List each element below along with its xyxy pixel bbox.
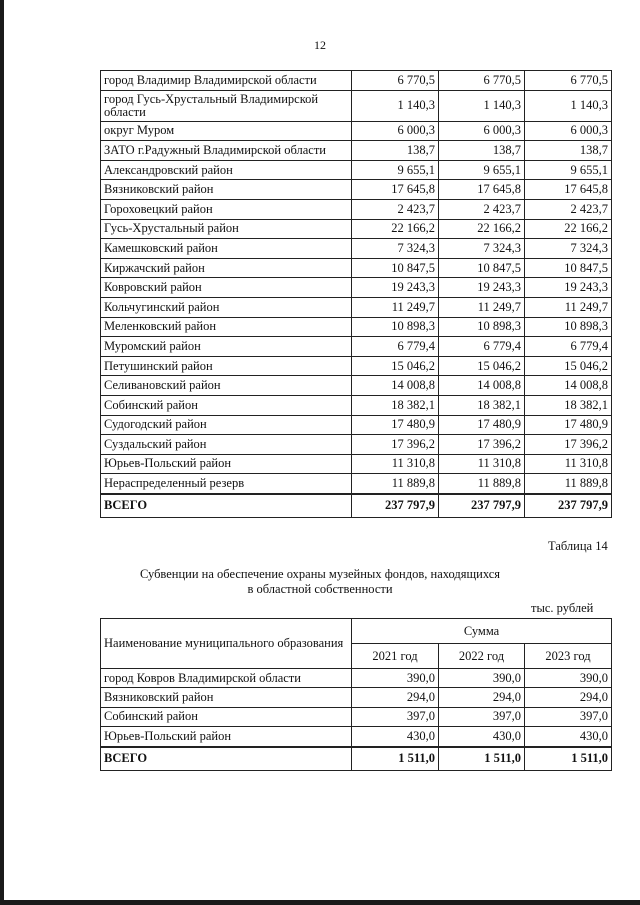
value-2021-cell: 9 655,1 [352, 160, 439, 180]
value-2021-cell: 7 324,3 [352, 239, 439, 259]
table-row [101, 239, 612, 259]
value-2021-cell: 10 898,3 [352, 317, 439, 337]
value-2023-cell: 17 480,9 [525, 415, 612, 435]
value-2021-cell: 294,0 [352, 688, 439, 707]
table-row [101, 337, 612, 357]
value-2023-cell: 6 779,4 [525, 337, 612, 357]
table-label: Таблица 14 [548, 539, 608, 553]
municipality-cell: город Ковров Владимирской области [101, 669, 352, 688]
header-year-2022: 2022 год [439, 644, 525, 669]
value-2021-cell: 17 645,8 [352, 180, 439, 200]
value-2023-cell: 138,7 [525, 141, 612, 161]
value-2022-cell: 6 779,4 [439, 337, 525, 357]
value-2022-cell: 2 423,7 [439, 199, 525, 219]
value-2023-cell: 237 797,9 [525, 494, 612, 518]
value-2023-cell: 294,0 [525, 688, 612, 707]
table-row [101, 141, 612, 161]
municipality-cell: Собинский район [101, 395, 352, 415]
value-2023-cell: 7 324,3 [525, 239, 612, 259]
value-2021-cell: 237 797,9 [352, 494, 439, 518]
municipality-cell: Юрьев-Польский район [101, 454, 352, 474]
value-2021-cell: 1 511,0 [352, 747, 439, 771]
value-2022-cell: 14 008,8 [439, 376, 525, 396]
value-2023-cell: 11 889,8 [525, 474, 612, 494]
value-2022-cell: 6 000,3 [439, 121, 525, 141]
table2-body [101, 669, 612, 771]
value-2022-cell: 15 046,2 [439, 356, 525, 376]
table-row [101, 415, 612, 435]
table-row [101, 376, 612, 396]
table-row [101, 160, 612, 180]
table-row [101, 454, 612, 474]
value-2021-cell: 18 382,1 [352, 395, 439, 415]
value-2021-cell: 14 008,8 [352, 376, 439, 396]
municipality-cell: Петушинский район [101, 356, 352, 376]
table-row [101, 180, 612, 200]
value-2021-cell: 17 396,2 [352, 435, 439, 455]
table-row [101, 727, 612, 747]
table-row [101, 707, 612, 726]
header-municipality: Наименование муниципального образования [101, 619, 352, 669]
table-row [101, 435, 612, 455]
municipality-cell: Судогодский район [101, 415, 352, 435]
value-2021-cell: 1 140,3 [352, 90, 439, 121]
header-sum: Сумма [352, 619, 612, 644]
table-row [101, 688, 612, 707]
scan-edge-bottom [0, 900, 640, 905]
value-2022-cell: 390,0 [439, 669, 525, 688]
value-2022-cell: 11 310,8 [439, 454, 525, 474]
municipality-cell: Киржачский район [101, 258, 352, 278]
value-2023-cell: 19 243,3 [525, 278, 612, 298]
municipality-cell: округ Муром [101, 121, 352, 141]
table-row [101, 90, 612, 121]
value-2021-cell: 2 423,7 [352, 199, 439, 219]
value-2022-cell: 430,0 [439, 727, 525, 747]
value-2021-cell: 11 889,8 [352, 474, 439, 494]
value-2021-cell: 11 249,7 [352, 297, 439, 317]
value-2023-cell: 390,0 [525, 669, 612, 688]
value-2023-cell: 397,0 [525, 707, 612, 726]
municipality-cell: ЗАТО г.Радужный Владимирской области [101, 141, 352, 161]
value-2022-cell: 7 324,3 [439, 239, 525, 259]
table1-body [101, 71, 612, 518]
value-2022-cell: 11 249,7 [439, 297, 525, 317]
table-row [101, 121, 612, 141]
municipality-cell: ВСЕГО [101, 494, 352, 518]
municipality-cell: Гусь-Хрустальный район [101, 219, 352, 239]
municipality-cell: Ковровский район [101, 278, 352, 298]
value-2021-cell: 397,0 [352, 707, 439, 726]
value-2021-cell: 22 166,2 [352, 219, 439, 239]
value-2023-cell: 10 847,5 [525, 258, 612, 278]
value-2022-cell: 22 166,2 [439, 219, 525, 239]
value-2023-cell: 15 046,2 [525, 356, 612, 376]
value-2021-cell: 430,0 [352, 727, 439, 747]
value-2021-cell: 138,7 [352, 141, 439, 161]
value-2022-cell: 11 889,8 [439, 474, 525, 494]
table-row [101, 669, 612, 688]
table-row [101, 474, 612, 494]
municipality-cell: Юрьев-Польский район [101, 727, 352, 747]
value-2023-cell: 2 423,7 [525, 199, 612, 219]
value-2023-cell: 17 396,2 [525, 435, 612, 455]
value-2022-cell: 17 396,2 [439, 435, 525, 455]
value-2023-cell: 11 249,7 [525, 297, 612, 317]
value-2023-cell: 18 382,1 [525, 395, 612, 415]
table-row [101, 297, 612, 317]
municipality-cell: Александровский район [101, 160, 352, 180]
value-2022-cell: 10 898,3 [439, 317, 525, 337]
value-2021-cell: 19 243,3 [352, 278, 439, 298]
header-year-2021: 2021 год [352, 644, 439, 669]
value-2021-cell: 17 480,9 [352, 415, 439, 435]
value-2021-cell: 6 770,5 [352, 71, 439, 91]
table-museum-funds [100, 618, 612, 771]
municipality-cell: Камешковский район [101, 239, 352, 259]
municipality-cell: Нераспределенный резерв [101, 474, 352, 494]
value-2023-cell: 1 511,0 [525, 747, 612, 771]
table-row [101, 219, 612, 239]
municipality-cell: Муромский район [101, 337, 352, 357]
value-2023-cell: 6 000,3 [525, 121, 612, 141]
value-2022-cell: 9 655,1 [439, 160, 525, 180]
table-row [101, 258, 612, 278]
municipality-cell: Вязниковский район [101, 688, 352, 707]
value-2022-cell: 6 770,5 [439, 71, 525, 91]
header-year-2023: 2023 год [525, 644, 612, 669]
table-row [101, 199, 612, 219]
value-2022-cell: 17 480,9 [439, 415, 525, 435]
table-title [0, 567, 640, 597]
scan-edge-left [0, 0, 4, 905]
value-2023-cell: 10 898,3 [525, 317, 612, 337]
table-row [101, 278, 612, 298]
value-2022-cell: 1 511,0 [439, 747, 525, 771]
value-2022-cell: 17 645,8 [439, 180, 525, 200]
municipality-cell: город Владимир Владимирской области [101, 71, 352, 91]
value-2022-cell: 237 797,9 [439, 494, 525, 518]
table-subsidies-continued [100, 70, 612, 518]
value-2022-cell: 397,0 [439, 707, 525, 726]
total-row [101, 747, 612, 771]
municipality-cell: Гороховецкий район [101, 199, 352, 219]
value-2023-cell: 22 166,2 [525, 219, 612, 239]
table-row [101, 356, 612, 376]
value-2022-cell: 294,0 [439, 688, 525, 707]
value-2023-cell: 11 310,8 [525, 454, 612, 474]
municipality-cell: город Гусь-Хрустальный Владимирской области [101, 90, 352, 121]
value-2023-cell: 6 770,5 [525, 71, 612, 91]
value-2021-cell: 6 000,3 [352, 121, 439, 141]
units-label: тыс. рублей [531, 601, 594, 615]
municipality-cell: Суздальский район [101, 435, 352, 455]
table-row [101, 317, 612, 337]
value-2021-cell: 10 847,5 [352, 258, 439, 278]
table-title-line2: в областной собственности [247, 582, 393, 596]
table-row [101, 395, 612, 415]
municipality-cell: Меленковский район [101, 317, 352, 337]
value-2021-cell: 6 779,4 [352, 337, 439, 357]
value-2023-cell: 9 655,1 [525, 160, 612, 180]
table-row [101, 71, 612, 91]
value-2023-cell: 430,0 [525, 727, 612, 747]
value-2022-cell: 18 382,1 [439, 395, 525, 415]
table-title-line1: Субвенции на обеспечение охраны музейных фондов, находящихся [139, 567, 501, 581]
municipality-cell: Вязниковский район [101, 180, 352, 200]
municipality-cell: Собинский район [101, 707, 352, 726]
value-2023-cell: 17 645,8 [525, 180, 612, 200]
value-2022-cell: 1 140,3 [439, 90, 525, 121]
value-2022-cell: 138,7 [439, 141, 525, 161]
total-row [101, 494, 612, 518]
municipality-cell: Кольчугинский район [101, 297, 352, 317]
value-2021-cell: 11 310,8 [352, 454, 439, 474]
municipality-cell: Селивановский район [101, 376, 352, 396]
value-2022-cell: 10 847,5 [439, 258, 525, 278]
value-2021-cell: 390,0 [352, 669, 439, 688]
value-2023-cell: 14 008,8 [525, 376, 612, 396]
municipality-cell: ВСЕГО [101, 747, 352, 771]
value-2021-cell: 15 046,2 [352, 356, 439, 376]
value-2023-cell: 1 140,3 [525, 90, 612, 121]
page-number: 12 [314, 38, 326, 52]
value-2022-cell: 19 243,3 [439, 278, 525, 298]
